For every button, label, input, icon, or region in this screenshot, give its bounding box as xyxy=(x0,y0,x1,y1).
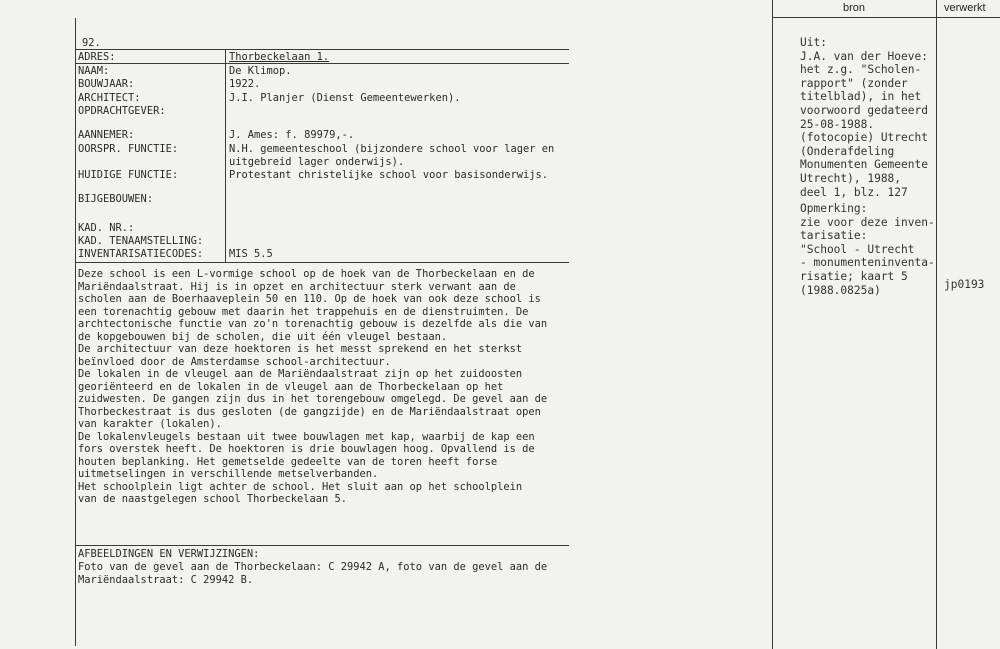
remark-line: risatie; kaart 5 xyxy=(800,269,908,283)
source-line: voorwoord gedateerd xyxy=(800,103,928,117)
source-line: 25-08-1988. xyxy=(800,117,875,131)
description-line: scholen aan de Boerhaaveplein 50 en 110. Op de hoek van ook deze school is xyxy=(78,293,541,305)
remark-line: (1988.0825a) xyxy=(800,283,881,297)
verwerkt-header: verwerkt xyxy=(944,2,986,14)
header-rule-bron xyxy=(772,17,936,18)
remark-line: "School - Utrecht xyxy=(800,242,915,256)
field-value-bouwjaar: 1922. xyxy=(229,78,261,90)
description-line: de kopgebouwen bij de scholen, die uit één vleugel bestaan. xyxy=(78,330,448,343)
field-label-aannemer: AANNEMER: xyxy=(78,129,135,141)
description-line: van karakter (lokalen). xyxy=(78,418,222,430)
header-rule-verwerkt xyxy=(937,17,1000,18)
description-line: beïnvloed door de Amsterdamse school-architectuur. xyxy=(78,355,391,368)
description-line: Deze school is een L-vormige school op de hoek van de Thorbeckelaan en de xyxy=(78,268,535,280)
source-line: titelblad), in het xyxy=(800,90,922,104)
field-value-adres: Thorbeckelaan 1. xyxy=(229,51,330,63)
source-line: het z.g. "Scholen- xyxy=(800,63,922,77)
description-line: Mariëndaalstraat. Hij is in opzet en architectuur sterk verwant aan de xyxy=(78,280,516,293)
source-line: (fotocopie) Utrecht xyxy=(800,131,928,145)
description-line: uitmetselingen in verschillende metselverbanden. xyxy=(78,468,379,480)
remark-block xyxy=(800,202,935,297)
description-line: De lokalen in de vleugel aan de Mariëndaalstraat zijn op het zuidoosten xyxy=(78,368,523,380)
left-margin-rule xyxy=(75,18,76,646)
source-line: deel 1, blz. 127 xyxy=(800,185,908,199)
illustrations-rule xyxy=(75,545,569,546)
description-line: houten beplanking. Het gemetselde gedeelte van de toren heeft forse xyxy=(78,455,498,468)
remark-line: zie voor deze inven- xyxy=(800,215,935,229)
field-label-kad-nr: KAD. NR.: xyxy=(78,222,135,234)
processed-code: jp0193 xyxy=(944,278,985,291)
field-label-inventarisatiecodes: INVENTARISATIECODES: xyxy=(78,248,204,260)
illustrations-line: Foto van de gevel aan de Thorbeckelaan: C 29942 A, foto van de gevel aan de xyxy=(78,561,548,573)
remark-line: - monumenteninventa- xyxy=(800,256,935,270)
remark-line: tarisatie: xyxy=(800,229,868,243)
description xyxy=(78,268,568,506)
source-line: rapport" (zonder xyxy=(800,76,908,90)
description-line: fors overstek heeft. De hoektoren is drie bouwlagen hoog. Opvallend is de xyxy=(78,443,535,455)
field-label-opdrachtgever: OPDRACHTGEVER: xyxy=(78,105,166,117)
field-value-oorspr-functie: N.H. gemeenteschool (bijzondere school voor lager en xyxy=(229,143,555,155)
description-line: van de naastgelegen school Thorbeckelaan 5. xyxy=(78,493,347,505)
field-label-adres: ADRES: xyxy=(78,51,116,63)
remark-line: Opmerking: xyxy=(800,202,868,215)
fields-bottom-rule xyxy=(75,262,569,263)
field-label-naam: NAAM: xyxy=(78,65,110,77)
field-value-aannemer: J. Ames: f. 89979,-. xyxy=(229,129,355,141)
source-line: Uit: xyxy=(800,36,827,49)
source-line: Utrecht), 1988, xyxy=(800,171,902,185)
source-block xyxy=(800,36,928,199)
bron-header: bron xyxy=(843,2,866,14)
card-number: 92. xyxy=(82,37,101,49)
field-label-architect: ARCHITECT: xyxy=(78,92,141,104)
description-line: georiënteerd en de lokalen in de vleugel aan de Thorbeckelaan op het xyxy=(78,380,504,393)
field-value-inventarisatiecodes: MIS 5.5 xyxy=(229,248,273,260)
description-line: zuidwesten. De gangen zijn dus in het torengebouw omgelegd. De gevel aan de xyxy=(78,393,548,405)
field-value-naam: De Klimop. xyxy=(229,65,292,77)
field-label-huidige-functie: HUIDIGE FUNCTIE: xyxy=(78,169,179,181)
description-line: Thorbeckestraat is dus gesloten (de gangzijde) en de Mariëndaalstraat open xyxy=(78,405,541,418)
field-value-huidige-functie: Protestant christelijke school voor basisonderwijs. xyxy=(229,169,549,181)
field-column-rule xyxy=(225,50,226,263)
source-line: J.A. van der Hoeve: xyxy=(800,49,928,63)
source-line: Monumenten Gemeente xyxy=(800,158,928,172)
field-value-architect: J.I. Planjer (Dienst Gemeentewerken). xyxy=(229,92,461,104)
description-line: archtectonische functie van zo'n torenachtig gebouw is dezelfde als die van xyxy=(78,318,548,330)
field-value-oorspr-functie-cont: uitgebreid lager onderwijs). xyxy=(229,156,405,168)
field-label-bouwjaar: BOUWJAAR: xyxy=(78,78,135,90)
field-label-oorspr-functie: OORSPR. FUNCTIE: xyxy=(78,143,179,155)
illustrations-line: Mariëndaalstraat: C 29942 B. xyxy=(78,574,254,586)
field-label-kad-tenaamstelling: KAD. TENAAMSTELLING: xyxy=(78,235,204,247)
description-line: Het schoolplein ligt achter de school. Het sluit aan op het schoolplein xyxy=(78,480,523,493)
top-rule xyxy=(75,49,569,50)
sidebar-split-rule xyxy=(936,0,937,649)
sidebar-left-rule xyxy=(772,0,773,649)
field-label-bijgebouwen: BIJGEBOUWEN: xyxy=(78,193,154,205)
description-line: een torenachtig gebouw met daarin het trappehuis en de dienstruimten. De xyxy=(78,305,529,318)
source-line: (Onderafdeling xyxy=(800,144,895,158)
illustrations-heading: AFBEELDINGEN EN VERWIJZINGEN: xyxy=(78,548,260,560)
description-line: De lokalenvleugels bestaan uit twee bouwlagen met kap, waarbij de kap een xyxy=(78,430,535,443)
description-line: De architectuur van deze hoektoren is het messt sprekend en het sterkst xyxy=(78,343,523,355)
